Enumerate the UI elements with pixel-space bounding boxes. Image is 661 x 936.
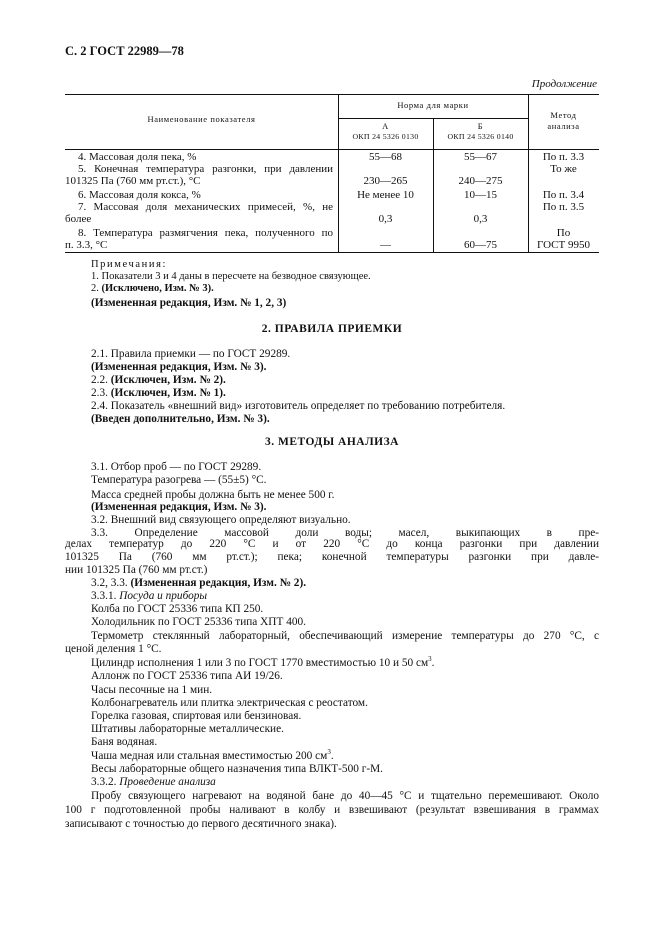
item-cup-text: Чаша медная или стальная вместимостью 200 см [91, 750, 328, 762]
col-header-method-2: анализа [547, 121, 580, 131]
row-method: По [556, 227, 571, 239]
row-name-cont: 101325 Па (760 мм рт.ст.), °С [65, 175, 201, 187]
item-flask: Колба по ГОСТ 25336 типа КП 250. [91, 603, 264, 615]
note-2-text: (Исключено, Изм. № 3). [101, 283, 214, 294]
para-3-3-1-number: 3.3.1. [91, 590, 117, 602]
para-2-2-number: 2.2. [91, 374, 108, 386]
para-2-3-number: 2.3. [91, 387, 108, 399]
para-2-2 [91, 374, 226, 387]
row-value-b: 10—15 [464, 189, 497, 201]
table-row [65, 201, 333, 225]
row-value-a: 0,3 [378, 213, 393, 225]
row-name-cont: более [65, 213, 92, 225]
row-method: По п. 3.5 [542, 201, 585, 213]
row-name: 6. Массовая доля кокса, % [78, 189, 201, 201]
row-method: То же [550, 163, 577, 175]
item-allonge: Аллонж по ГОСТ 25336 типа АИ 19/26. [91, 670, 283, 682]
para-3-2: 3.2. Внешний вид связующего определяют визуально. [91, 514, 351, 526]
col-header-name: Наименование показателя [147, 114, 256, 124]
para-2-4: 2.4. Показатель «внешний вид» изготовитель определяет по требованию потребителя. [91, 400, 506, 412]
para-3-2-3-3-number: 3.2, 3.3. [91, 577, 128, 589]
row-method-cont: ГОСТ 9950 [537, 239, 590, 251]
col-header-a: А [382, 121, 389, 131]
item-cup-sup: 3 [327, 748, 331, 757]
para-2-4-amend: (Введен дополнительно, Изм. № 3). [91, 413, 270, 425]
para-2-2-text: (Исключен, Изм. № 2). [110, 374, 226, 386]
item-burner: Горелка газовая, спиртовая или бензиновая. [91, 710, 302, 722]
note-2 [91, 282, 214, 295]
para-heating-temp: Температура разогрева — (55±5) °С. [91, 474, 267, 486]
item-heater: Колбонагреватель или плитка электрическая с реостатом. [91, 697, 368, 709]
para-3-3-line-3: 101325 Па (760 мм рт.ст.); пека; конечной температуры разгонки при давле- [65, 551, 599, 563]
para-3-3-1-title: Посуда и приборы [119, 590, 208, 602]
col-header-norm: Норма для марки [397, 100, 469, 110]
item-thermometer: Термометр стеклянный лабораторный, обеспечивающий измерение температуры до 270 °С, с [91, 630, 599, 642]
row-value-a: 55—68 [369, 151, 402, 163]
row-value-b: 0,3 [473, 213, 488, 225]
row-value-b: 240—275 [458, 175, 503, 187]
note-1: 1. Показатели 3 и 4 даны в пересчете на безводное связующее. [91, 271, 371, 282]
item-cylinder-sup: 3 [428, 655, 432, 664]
para-2-3 [91, 387, 226, 400]
row-value-b: 55—67 [464, 151, 497, 163]
row-method: По п. 3.4 [542, 189, 585, 201]
para-3-2-3-3 [91, 577, 306, 590]
item-scales: Весы лабораторные общего назначения типа ВЛКТ-500 г-М. [91, 763, 383, 775]
para-3-1: 3.1. Отбор проб — по ГОСТ 29289. [91, 461, 262, 473]
table-row [65, 163, 333, 187]
page-header: С. 2 ГОСТ 22989—78 [65, 44, 184, 58]
item-cylinder: Цилиндр исполнения 1 или 3 по ГОСТ 1770 вместимостью 10 и 50 $см^3$. [91, 655, 435, 669]
note-2-number: 2. [91, 283, 99, 294]
table-row [65, 151, 338, 163]
row-name: 7. Массовая доля механических примесей, %, не [78, 201, 333, 213]
para-2-3-text: (Исключен, Изм. № 1). [110, 387, 226, 399]
col-header-b-okp: ОКП 24 5326 0140 [447, 132, 514, 141]
row-value-a: 230—265 [363, 175, 408, 187]
item-thermometer-cont: ценой деления 1 °С. [65, 643, 162, 655]
row-value-a: Не менее 10 [357, 189, 414, 201]
para-3-1-amend: (Измененная редакция, Изм. № 3). [91, 501, 267, 513]
continuation-label: Продолжение [531, 78, 597, 90]
row-value-b: 60—75 [464, 239, 497, 251]
procedure-line-2: 100 г подготовленной пробы наливают в колбу и взвешивают (результат взвешивания в граммах [65, 804, 599, 816]
notes-title: Примечания: [91, 259, 168, 270]
procedure-line-3: записывают с точностью до первого десятичного знака). [65, 818, 337, 830]
indicators-table [65, 94, 599, 252]
col-header-b: Б [477, 121, 484, 131]
item-stands: Штативы лабораторные металлические. [91, 723, 284, 735]
row-name: 5. Конечная температура разгонки, при давлении [78, 163, 333, 175]
notes-amendment: (Измененная редакция, Изм. № 1, 2, 3) [91, 297, 287, 309]
para-2-1-amend: (Измененная редакция, Изм. № 3). [91, 361, 267, 373]
item-cooler: Холодильник по ГОСТ 25336 типа ХПТ 400. [91, 616, 306, 628]
table-row [65, 227, 333, 251]
para-sample-mass: Масса средней пробы должна быть не менее 500 г. [91, 489, 335, 501]
row-method: По п. 3.3 [542, 151, 585, 163]
col-header-a-okp: ОКП 24 5326 0130 [352, 132, 419, 141]
item-cylinder-text: Цилиндр исполнения 1 или 3 по ГОСТ 1770 вместимостью 10 и 50 см [91, 657, 429, 669]
item-bath: Баня водяная. [91, 736, 158, 748]
para-3-3-2-number: 3.3.2. [91, 776, 117, 788]
col-header-method: Метод [550, 110, 577, 120]
para-3-2-3-3-text: (Измененная редакция, Изм. № 2). [130, 577, 307, 589]
para-3-3-2 [91, 776, 216, 789]
para-3-3-line-4: нии 101325 Па (760 мм рт.ст.) [65, 564, 208, 576]
row-name: 8. Температура размягчения пека, полученного по [78, 227, 333, 239]
row-name-cont: п. 3.3, °С [65, 239, 108, 251]
row-value-a: — [380, 239, 391, 251]
procedure-line-1: Пробу связующего нагревают на водяной бане до 40—45 °С и тщательно перемешивают. Около [91, 790, 599, 802]
para-2-1: 2.1. Правила приемки — по ГОСТ 29289. [91, 348, 291, 360]
row-name: 4. Массовая доля пека, % [78, 151, 197, 163]
para-3-3-2-title: Проведение анализа [119, 776, 216, 788]
table-row [65, 189, 338, 201]
para-3-3-1 [91, 590, 207, 603]
item-cup: Чаша медная или стальная вместимостью 200 $см^3$. [91, 748, 334, 762]
para-3-3-line-2: делах температур до 220 °С и от 220 °С до конца разгонки при давлении [65, 538, 599, 550]
item-hourglass: Часы песочные на 1 мин. [91, 684, 213, 696]
para-3-3-line-1: 3.3. Определение массовой доли воды; масел, выкипающих в пре- [91, 527, 599, 539]
section-2-title: 2. ПРАВИЛА ПРИЕМКИ [261, 323, 403, 335]
section-3-title: 3. МЕТОДЫ АНАЛИЗА [265, 436, 399, 448]
